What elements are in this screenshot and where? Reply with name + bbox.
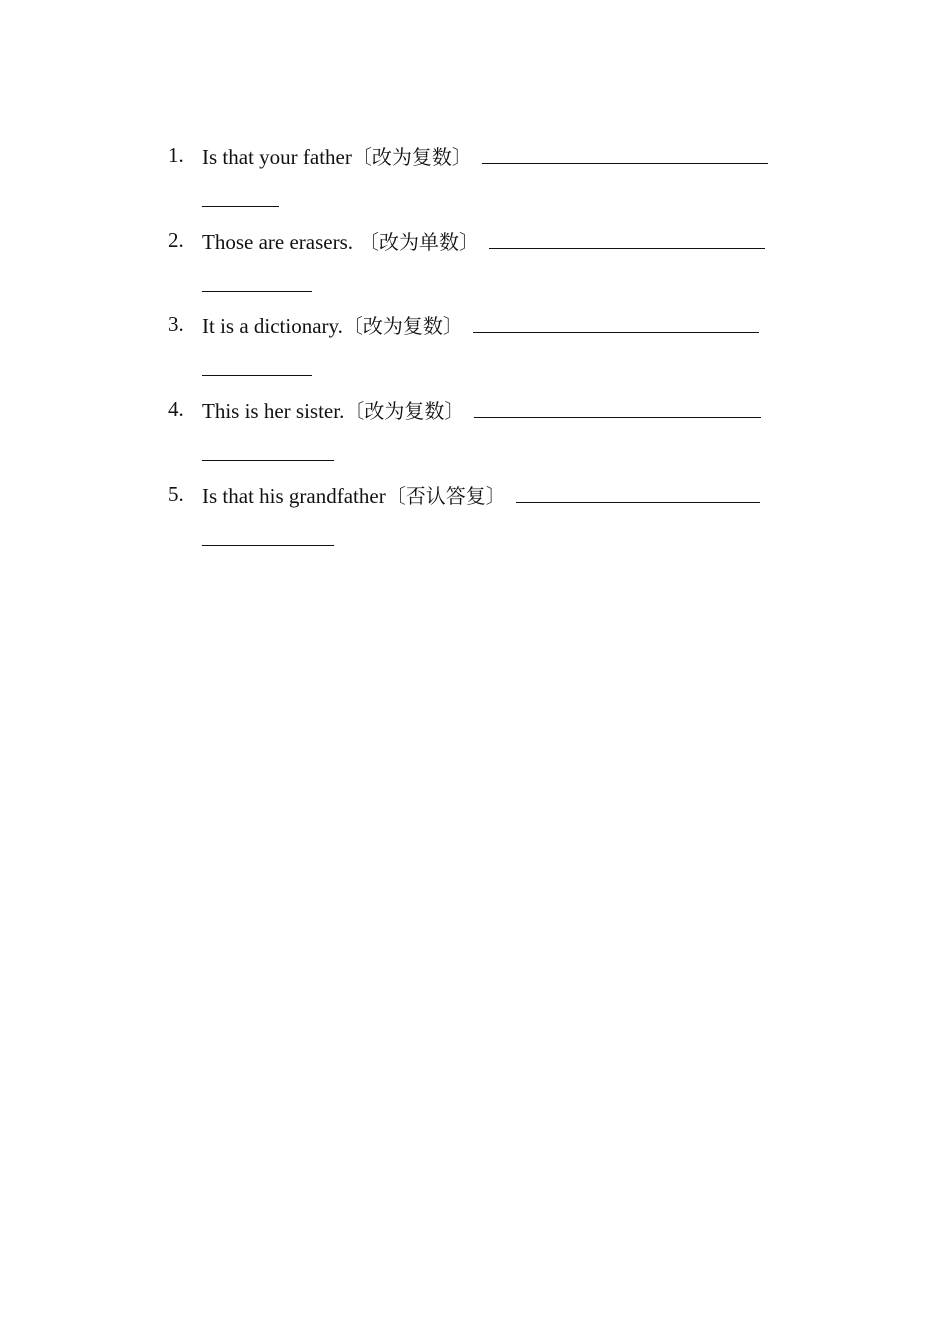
exercise-number: 5. (168, 482, 184, 506)
answer-blank-continued[interactable] (202, 440, 334, 461)
exercise-line (202, 397, 761, 423)
answer-blank[interactable] (516, 482, 760, 503)
answer-blank-continued[interactable] (202, 525, 334, 546)
answer-blank[interactable] (489, 228, 765, 249)
answer-blank-continued[interactable] (202, 186, 279, 207)
answer-blank[interactable] (482, 143, 768, 164)
exercise-text: Is that your father (202, 145, 352, 169)
exercise-text: Is that his grandfather (202, 484, 386, 508)
answer-blank[interactable] (474, 397, 761, 418)
exercise-line (202, 143, 768, 169)
exercise-number: 3. (168, 312, 184, 336)
exercise-instruction: 〔否认答复〕 (385, 484, 506, 508)
answer-blank-continued[interactable] (202, 271, 312, 292)
answer-blank[interactable] (473, 312, 759, 333)
exercise-line (202, 482, 760, 508)
exercise-number: 2. (168, 228, 184, 252)
exercise-text: It is a dictionary. (202, 314, 343, 338)
exercise-text: Those are erasers. (202, 230, 353, 254)
exercise-line (202, 228, 765, 254)
answer-blank-continued[interactable] (202, 355, 312, 376)
exercise-instruction: 〔改为复数〕 (351, 145, 472, 169)
exercise-number: 4. (168, 397, 184, 421)
exercise-instruction: 〔改为复数〕 (344, 399, 465, 423)
exercise-text: This is her sister. (202, 399, 345, 423)
exercise-line (202, 312, 759, 338)
exercise-instruction: 〔改为复数〕 (342, 314, 463, 338)
exercise-instruction: 〔改为单数〕 (359, 230, 479, 254)
exercise-number: 1. (168, 143, 184, 167)
